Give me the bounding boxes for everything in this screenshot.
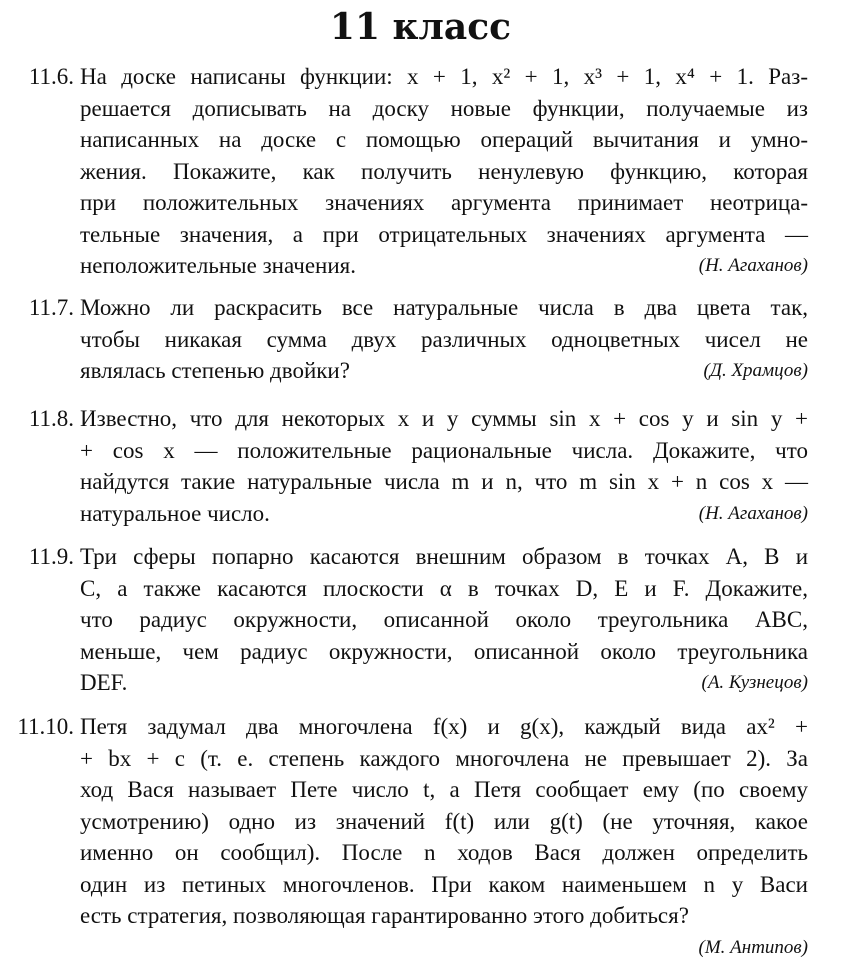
problem-text-line: + bx + c (т. е. степень каждого многочлена не превышает 2). За [80,745,808,771]
problem-text-line: жения. Покажите, как получить ненулевую функцию, которая [80,158,808,184]
problem-text-line: Известно, что для некоторых x и y суммы sin x + cos y и sin y + [80,406,808,431]
problem-number: 11.7. [28,295,74,320]
problem-author: (А. Кузнецов) [701,672,808,693]
problem-text-line: На доске написаны функции: x + 1, x² + 1, x³ + 1, x⁴ + 1. Раз- [80,64,808,89]
problem-11-7 [28,292,808,387]
problem-text-line: натуральное число. [80,500,270,526]
problem-text-line: найдутся такие натуральные числа m и n, что m sin x + n cos x — [80,469,808,494]
problem-text-line: один из петиных многочленов. При каком наименьшем n у Васи [80,871,808,897]
problem-text-line: меньше, чем радиус окружности, описанной около треугольника [80,638,808,664]
problem-text-line: ход Вася называет Пете число t, а Петя сообщает ему (по своему [80,777,808,802]
page-title: 11 класс [329,6,512,48]
problem-text-line: C, а также касаются плоскости α в точках D, E и F. Докажите, [80,575,808,601]
problem-text-line: DEF. [80,670,128,695]
problem-text-line: что радиус окружности, описанной около треугольника ABC, [80,607,808,632]
problem-text-line: написанных на доске с помощью операций вычитания и умно- [80,127,808,152]
problem-text-line: являлась степенью двойки? [80,358,350,383]
problem-text-line: Можно ли раскрасить все натуральные числа в два цвета так, [80,295,808,320]
problem-number: 11.9. [28,544,74,569]
problem-text-line: Петя задумал два многочлена f(x) и g(x), каждый вида ax² + [80,714,808,739]
problem-text-line: есть стратегия, позволяющая гарантированно этого добиться? [80,903,689,928]
problem-text-line: + cos x — положительные рациональные числа. Докажите, что [80,437,808,463]
problem-author: (Д. Храмцов) [703,360,808,381]
problem-number: 11.8. [28,406,74,431]
problem-text-line: тельные значения, а при отрицательных значениях аргумента — [80,221,808,247]
problem-text-line: именно он сообщил). После n ходов Вася должен определить [80,840,808,865]
problem-11-10 [17,711,808,963]
problem-11-8 [28,403,808,529]
problem-author: (М. Антипов) [698,936,808,958]
problem-text-line: при положительных значениях аргумента принимает неотрица- [80,190,808,215]
problem-author: (Н. Агаханов) [698,502,808,524]
problem-11-9 [28,541,808,699]
problem-text-line: Три сферы попарно касаются внешним образом в точках A, B и [80,544,808,569]
problem-text-line: усмотрению) одно из значений f(t) или g(t) (не уточняя, какое [80,808,808,834]
problem-number: 11.6. [28,64,74,89]
problem-number: 11.10. [17,714,74,739]
problem-author: (Н. Агаханов) [698,255,808,276]
problem-text-line: решается дописывать на доску новые функции, получаемые из [80,95,808,121]
problem-text-line: чтобы никакая сумма двух различных одноцветных чисел не [80,326,808,352]
problem-11-6 [28,61,808,282]
problem-text-line: неположительные значения. [80,253,356,278]
